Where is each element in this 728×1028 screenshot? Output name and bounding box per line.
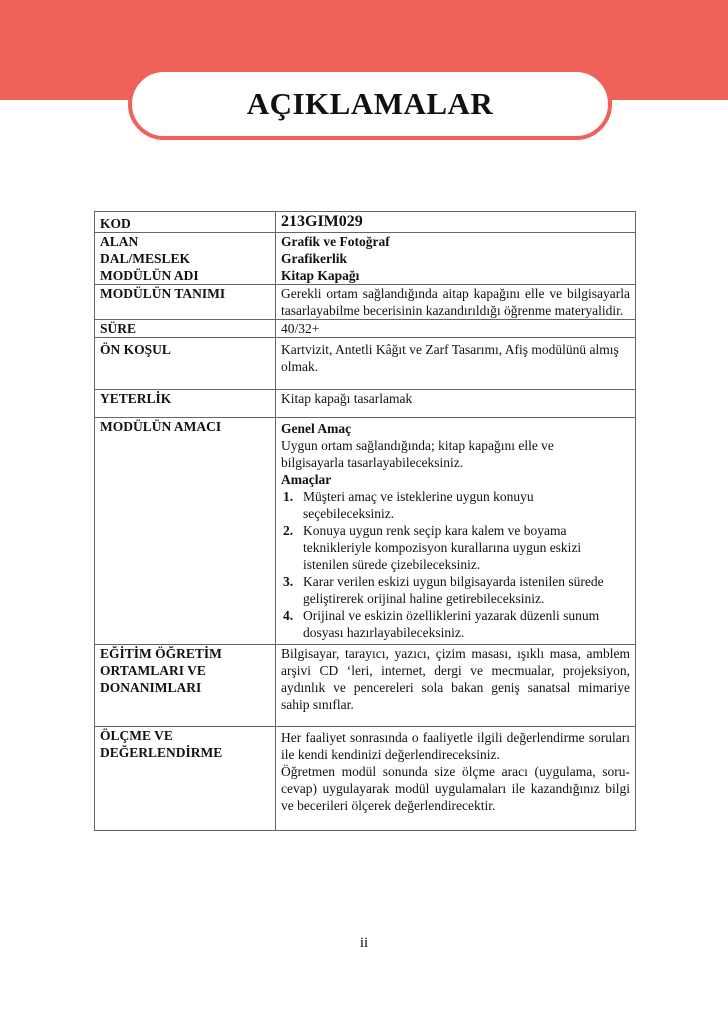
value-olcme (276, 727, 636, 831)
value-kod: 213GIM029 (281, 213, 363, 230)
label-amac: MODÜLÜN AMACI (95, 418, 276, 645)
list-item (281, 607, 630, 641)
label-sure: SÜRE (95, 320, 276, 338)
label-on-kosul: ÖN KOŞUL (95, 338, 276, 390)
page-number: ii (359, 935, 369, 951)
label-olcme-line1: ÖLÇME VE (100, 728, 173, 743)
table-row-kod (95, 212, 636, 233)
label-egitim-line1: EĞİTİM ÖĞRETİM (100, 646, 222, 661)
label-olcme (95, 727, 276, 831)
list-item-number: 3. (283, 574, 294, 589)
value-yeterlik: Kitap kapağı tasarlamak (276, 390, 636, 418)
value-olcme-para1: Her faaliyet sonrasında o faaliyetle ilgili değerlendirme soruları ile kendi kendinizi değerlendireceksiniz. (281, 730, 630, 762)
title-banner (128, 68, 612, 140)
table-row-egitim (95, 645, 636, 727)
value-dal: Grafikerlik (281, 251, 347, 266)
list-item-text: Orijinal ve eskizin özelliklerini yazarak düzenli sunum dosyası hazırlayabileceksiniz. (303, 608, 600, 640)
list-item-number: 1. (283, 489, 294, 504)
value-amac (276, 418, 636, 645)
label-olcme-line2: DEĞERLENDİRME (100, 745, 223, 760)
value-modul-adi: Kitap Kapağı (281, 268, 360, 283)
value-sure: 40/32+ (276, 320, 636, 338)
value-olcme-para2: Öğretmen modül sonunda size ölçme aracı (uygulama, soru-cevap) uygulayarak modül uygulamaları ile kazandığınız bilgi ve becerileri ölçerek değerlendirecektir. (281, 764, 630, 813)
genel-amac-text: Uygun ortam sağlandığında; kitap kapağını elle ve bilgisayarla tasarlayabileceksiniz. (281, 438, 554, 470)
label-dal: DAL/MESLEK (95, 250, 276, 267)
value-modul-tanimi: Gerekli ortam sağlandığında aitap kapağını elle ve bilgisayarla tasarlayabilme becerisinin kazandırıldığı öğrenme materyalidir. (276, 285, 636, 320)
table-row-alan (95, 233, 636, 251)
genel-amac-heading: Genel Amaç (281, 421, 352, 436)
list-item (281, 573, 630, 607)
label-egitim-line2: ORTAMLARI VE (100, 663, 206, 678)
module-info-table (94, 211, 636, 831)
label-egitim-line3: DONANIMLARI (100, 680, 202, 695)
list-item-text: Konuya uygun renk seçip kara kalem ve boyama teknikleriyle kompozisyon kurallarına uygun eskizi istenilen sürede çizebileceksiniz. (303, 523, 582, 572)
label-modul-tanimi: MODÜLÜN TANIMI (95, 285, 276, 320)
value-egitim: Bilgisayar, tarayıcı, yazıcı, çizim masası, ışıklı masa, amblem arşivi CD ‘leri, internet, dergi ve mecmualar, projeksiyon, aydınlık ve pencereleri sola bakan geniş sanatsal mimariye sahip sınıflar. (276, 645, 636, 727)
table-row-dal (95, 250, 636, 267)
table-row-yeterlik (95, 390, 636, 418)
label-kod: KOD (95, 212, 276, 233)
label-alan: ALAN (95, 233, 276, 251)
list-item-text: Müşteri amaç ve isteklerine uygun konuyu seçebileceksiniz. (303, 489, 534, 521)
amaclar-heading: Amaçlar (281, 472, 332, 487)
table-row-modul-adi (95, 267, 636, 285)
value-alan: Grafik ve Fotoğraf (276, 233, 636, 251)
table-row-amac (95, 418, 636, 645)
table-row-sure (95, 320, 636, 338)
label-egitim (95, 645, 276, 727)
page-title: AÇIKLAMALAR (246, 86, 494, 121)
value-on-kosul: Kartvizit, Antetli Kâğıt ve Zarf Tasarımı, Afiş modülünü almış olmak. (276, 338, 636, 390)
table-row-olcme (95, 727, 636, 831)
table-row-on-kosul (95, 338, 636, 390)
list-item-text: Karar verilen eskizi uygun bilgisayarda istenilen sürede geliştirerek orijinal haline getirebileceksiniz. (303, 574, 604, 606)
label-yeterlik: YETERLİK (95, 390, 276, 418)
list-item (281, 488, 630, 522)
list-item-number: 2. (283, 523, 294, 538)
amaclar-list (281, 488, 630, 641)
label-modul-adi: MODÜLÜN ADI (95, 267, 276, 285)
list-item (281, 522, 630, 573)
list-item-number: 4. (283, 608, 294, 623)
table-row-modul-tanimi (95, 285, 636, 320)
